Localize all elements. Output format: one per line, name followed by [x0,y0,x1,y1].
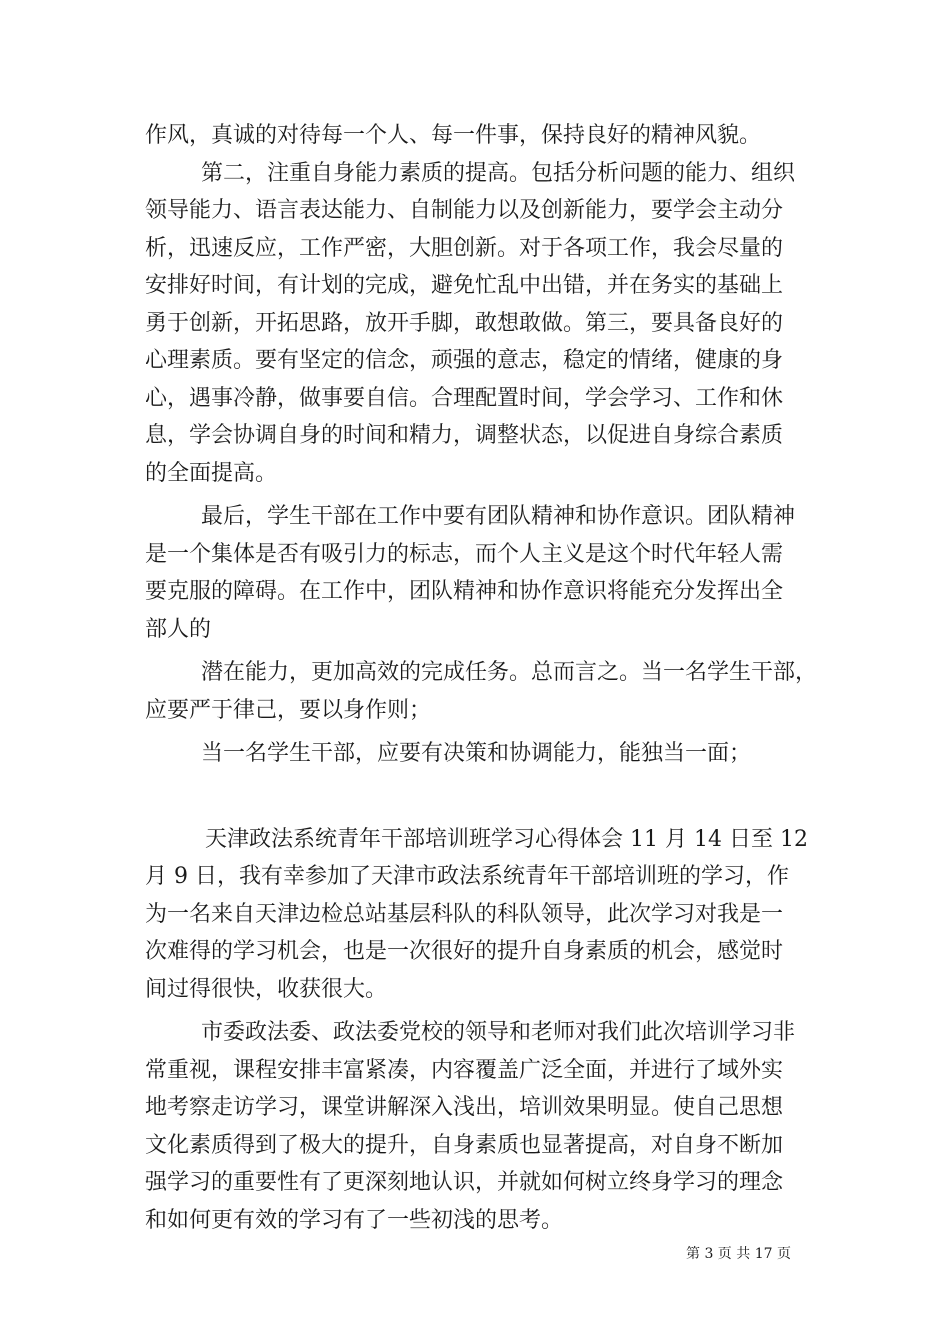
paragraph-1 [145,117,811,155]
text-line: 为一名来自天津边检总站基层科队的科队领导，此次学习对我是一 [145,901,784,927]
text-line: 心，遇事冷静，做事要自信。合理配置时间，学会学习、工作和休 [145,385,784,411]
text-line: 次难得的学习机会，也是一次很好的提升自身素质的机会，感觉时 [145,939,784,964]
document-body [145,117,818,1239]
text-line: 领导能力、语言表达能力、自制能力以及创新能力，要学会主动分 [145,198,784,223]
text-line: 要克服的障碍。在工作中，团队精神和协作意识将能充分发挥出全 [145,579,784,604]
paragraph-3 [145,498,811,648]
text-line: 市委政法委、政法委党校的领导和老师对我们此次培训学习非 [201,1020,796,1045]
page-number: 第 3 页 共 17 页 [686,1246,791,1262]
text-line: 的全面提高。 [145,460,278,486]
paragraph-2 [145,155,811,493]
text-line: 安排好时间，有计划的完成，避免忙乱中出错，并在务实的基础上 [145,273,784,298]
text-line: 地考察走访学习，课堂讲解深入浅出，培训效果明显。使自己思想 [145,1095,784,1120]
text-line: 常重视，课程安排丰富紧凑，内容覆盖广泛全面，并进行了域外实 [145,1057,784,1083]
paragraph-6 [145,821,811,1009]
text-line: 部人的 [145,616,212,642]
text-line: 心理素质。要有坚定的信念，顽强的意志，稳定的情绪，健康的身 [145,348,784,373]
text-line: 勇于创新，开拓思路，放开手脚，敢想敢做。第三，要具备良好的 [145,310,784,336]
text-line: 天津政法系统青年干部培训班学习心得体会 11 月 14 日至 12 [205,826,808,852]
text-line: 最后，学生干部在工作中要有团队精神和协作意识。团队精神 [201,504,796,529]
paragraph-7 [145,1014,811,1239]
text-line: 间过得很快，收获很大。 [145,976,388,1002]
text-line: 息，学会协调自身的时间和精力，调整状态，以促进自身综合素质 [145,423,784,448]
text-line: 和如何更有效的学习有了一些初浅的思考。 [145,1207,564,1233]
paragraph-5 [145,735,811,773]
text-line: 文化素质得到了极大的提升，自身素质也显著提高，对自身不断加 [145,1132,784,1158]
text-line: 当一名学生干部，应要有决策和协调能力，能独当一面； [201,741,752,766]
text-line: 应要严于律己，要以身作则； [145,697,432,723]
text-line: 是一个集体是否有吸引力的标志，而个人主义是这个时代年轻人需 [145,541,784,567]
paragraph-4 [145,654,818,729]
text-line: 作风，真诚的对待每一个人、每一件事，保持良好的精神风貌。 [145,123,762,148]
spacer [145,773,811,821]
text-line: 月 9 日，我有幸参加了天津市政法系统青年干部培训班的学习，作 [145,864,789,889]
text-line: 潜在能力，更加高效的完成任务。总而言之。当一名学生干部， [201,660,818,685]
text-line: 第二，注重自身能力素质的提高。包括分析问题的能力、组织 [201,160,796,186]
text-line: 析，迅速反应，工作严密，大胆创新。对于各项工作，我会尽量的 [145,235,784,261]
text-line: 强学习的重要性有了更深刻地认识，并就如何树立终身学习的理念 [145,1170,784,1195]
